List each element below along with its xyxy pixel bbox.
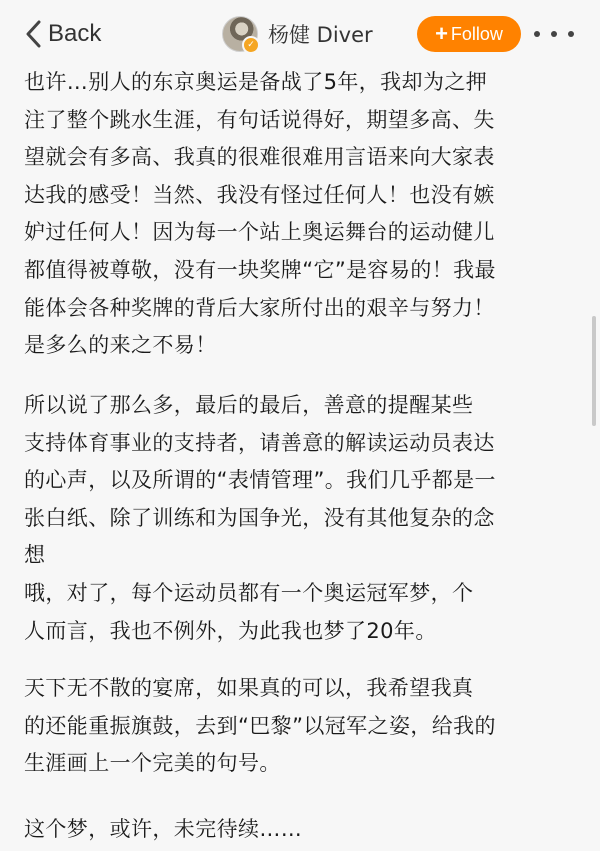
avatar[interactable] (222, 16, 258, 52)
chevron-left-icon (26, 20, 42, 48)
dot-icon (568, 31, 574, 37)
text-line: 张白纸、除了训练和为国争光，没有其他复杂的念 (24, 505, 495, 530)
more-options-button[interactable] (534, 22, 574, 46)
follow-button[interactable] (417, 16, 521, 52)
dot-icon (551, 31, 557, 37)
text-line: 哦，对了，每个运动员都有一个奥运冠军梦，个 (24, 580, 474, 605)
text-line: 的还能重振旗鼓，去到“巴黎”以冠军之姿，给我的 (24, 713, 496, 738)
plus-icon: + (435, 21, 448, 46)
post-paragraph-2 (0, 387, 584, 650)
text-line: 妒过任何人！因为每一个站上奥运舞台的运动健儿 (24, 220, 495, 245)
text-line: 是多么的来之不易！ (24, 333, 217, 358)
post-paragraph-4 (0, 811, 584, 849)
follow-label: Follow (450, 23, 503, 44)
author-name[interactable]: 杨健 Diver (268, 23, 373, 47)
verified-badge-icon: ✓ (242, 36, 260, 54)
text-line: 人而言，我也不例外，为此我也梦了20年。 (24, 618, 437, 643)
top-navigation-bar (0, 0, 600, 66)
text-line: 所以说了那么多，最后的最后，善意的提醒某些 (24, 393, 474, 417)
text-line: 达我的感受！当然、我没有怪过任何人！也没有嫉 (24, 182, 495, 207)
text-line: 支持体育事业的支持者，请善意的解读运动员表达 (24, 430, 495, 455)
text-line: 也许…别人的东京奥运是备战了5年，我却为之押 (24, 70, 488, 94)
post-paragraph-1 (0, 66, 584, 365)
post-content[interactable] (0, 66, 600, 851)
text-line: 望就会有多高、我真的很难很难用言语来向大家表 (24, 145, 495, 170)
text-line: 的心声，以及所谓的“表情管理”。我们几乎都是一 (24, 468, 496, 493)
text-line: 能体会各种奖牌的背后大家所付出的艰辛与努力！ (24, 295, 495, 320)
back-button[interactable] (26, 14, 101, 54)
author-profile[interactable] (222, 16, 373, 52)
text-line: 注了整个跳水生涯，有句话说得好，期望多高、失 (24, 107, 495, 132)
text-line: 生涯画上一个完美的句号。 (24, 751, 281, 776)
back-label: Back (48, 20, 102, 47)
scrollbar[interactable] (592, 316, 596, 426)
text-line: 想 (24, 543, 46, 568)
text-line: 这个梦，或许，未完待续…… (24, 817, 303, 841)
dot-icon (534, 31, 540, 37)
text-line: 都值得被尊敬，没有一块奖牌“它”是容易的！我最 (24, 257, 496, 282)
text-line: 天下无不散的宴席，如果真的可以，我希望我真 (24, 676, 474, 700)
post-paragraph-3 (0, 670, 584, 783)
